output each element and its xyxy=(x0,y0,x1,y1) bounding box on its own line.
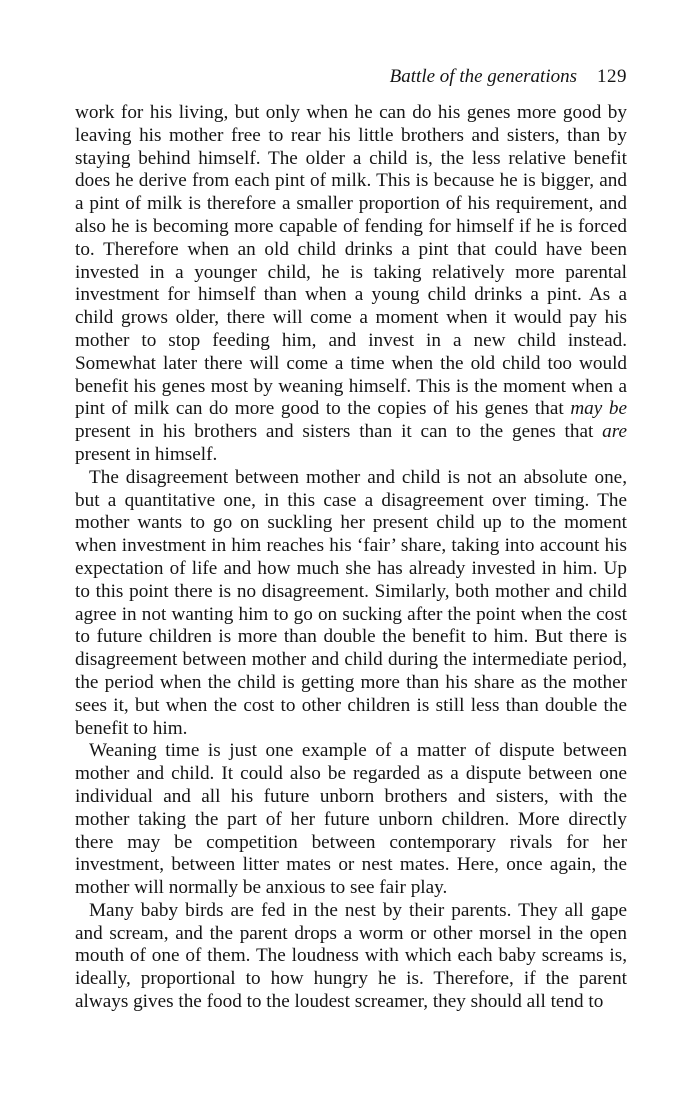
page-number: 129 xyxy=(597,66,627,87)
body-text xyxy=(75,102,627,1014)
paragraph-text: Many baby birds are fed in the nest by their parents. They all gape and scream, and the parent drops a worm or other morsel in the open mouth of one of them. The loudness with which each baby screams is, ideally, proportional to how hungry he is. Therefore, if the parent always gives the food to the loudest screamer, they should all tend to xyxy=(75,899,627,1013)
paragraph-text: The disagreement between mother and child is not an absolute one, but a quantitative one, in this case a disagreement over timing. The mother wants to go on suckling her present child up to the moment when investment in him reaches his ‘fair’ share, taking into account his expectation of life and how much she has already invested in him. Up to this point there is no disagreement. Similarly, both mother and child agree in not wanting him to go on sucking after the point when the cost to future children is more than double the benefit to him. But there is disagreement between mother and child during the intermediate period, the period when the child is getting more than his share as the mother sees it, but when the cost to other children is still less than double the benefit to him. xyxy=(75,466,627,739)
book-page xyxy=(75,66,627,1014)
emphasis-text: are xyxy=(602,421,627,443)
running-title: Battle of the generations xyxy=(389,66,577,87)
paragraph xyxy=(75,740,627,900)
emphasis-text: may be xyxy=(570,398,627,420)
paragraph xyxy=(75,900,627,1014)
paragraph-text: Weaning time is just one example of a matter of dispute between mother and child. It could also be regarded as a dispute between one individual and all his future unborn brothers and sisters, with the mother taking the part of her future unborn children. More directly there may be competition between contemporary rivals for her investment, between litter mates or nest mates. Here, once again, the mother will normally be anxious to see fair play. xyxy=(75,740,627,899)
paragraph xyxy=(75,467,627,741)
paragraph xyxy=(75,102,627,467)
paragraph-text: work for his living, but only when he can do his genes more good by leaving his mother free to rear his little brothers and sisters, than by staying behind himself. The older a child is, the less relative benefit does he derive from each pint of milk. This is because he is bigger, and a pint of milk is therefore a smaller proportion of his requirement, and also he is becoming more capable of fending for himself if he is forced to. Therefore when an old child drinks a pint that could have been invested in a younger child, he is taking relatively more parental investment for himself than when a young child drinks a pint. As a child grows older, there will come a moment when it would pay his mother to stop feeding him, and invest in a new child instead. Somewhat later there will come a time when the old child too would benefit his genes most by weaning himself. This is the moment when a pint of milk can do more good to the copies of his genes that xyxy=(75,102,627,420)
paragraph-text: present in his brothers and sisters than it can to the genes that xyxy=(75,421,603,443)
running-head xyxy=(75,66,627,102)
paragraph-text: present in himself. xyxy=(75,443,218,465)
